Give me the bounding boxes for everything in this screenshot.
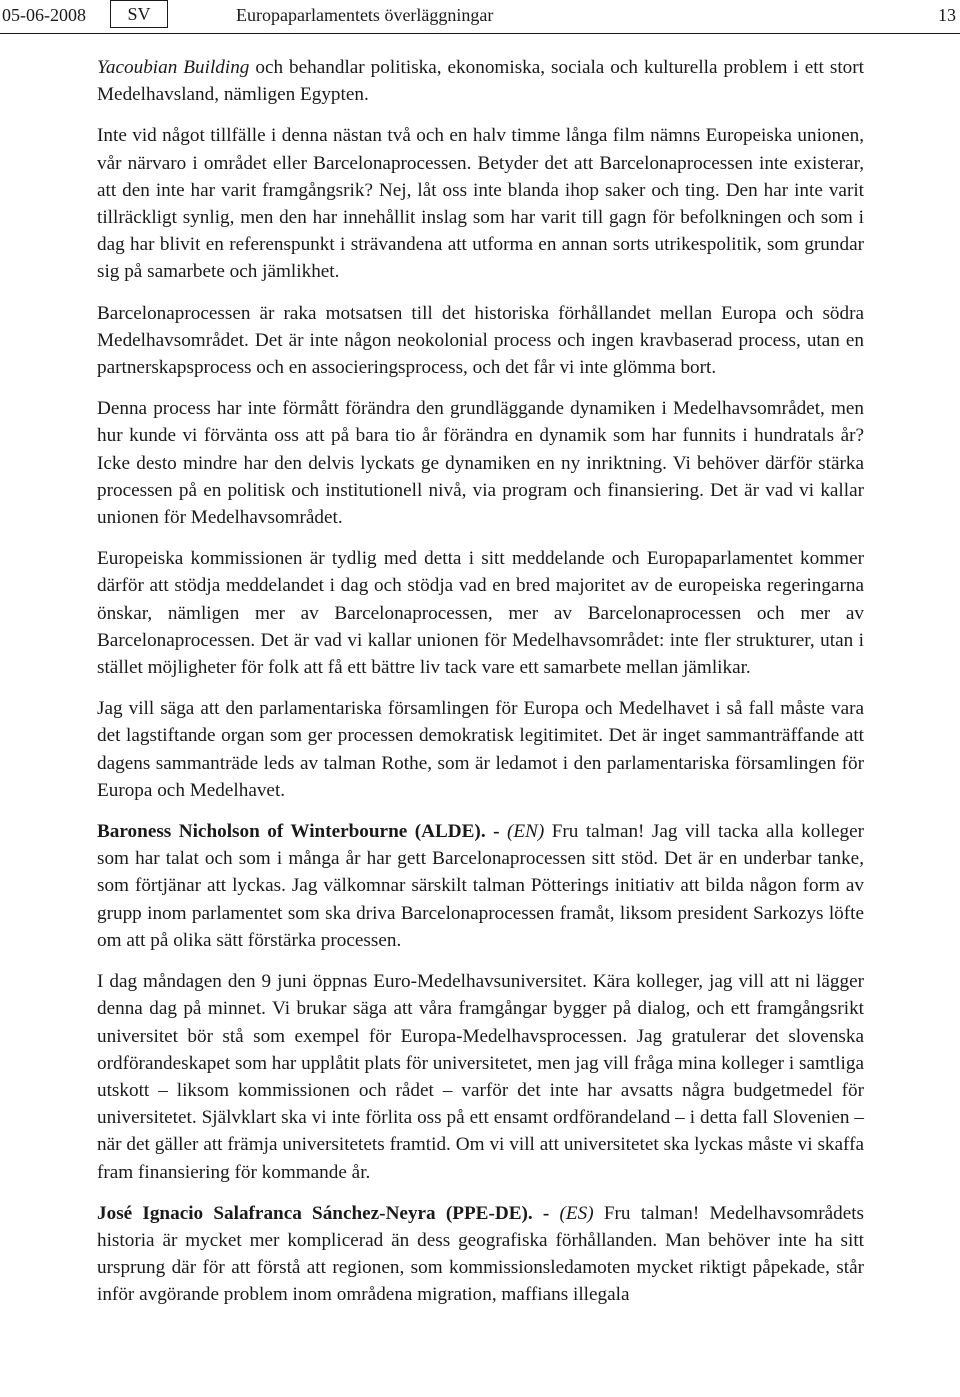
paragraph: Denna process har inte förmått förändra den grundläggande dynamiken i Medelhavsområdet, men hur kunde vi förvänta oss att på bara tio år förändra en dynamik som har funnits i hundratals år? Icke desto mindre har den delvis lyckats ge dynamiken en ny inriktning. Vi behöver därför stärka processen på en politisk och institutionell nivå, via program och finansiering. Det är vad vi kallar unionen för Medelhavsområdet. xyxy=(97,398,864,529)
page-header xyxy=(0,0,960,34)
speech-language: (ES) xyxy=(559,1202,594,1224)
header-divider xyxy=(0,33,960,34)
paragraph: I dag måndagen den 9 juni öppnas Euro-Medelhavsuniversitet. Kära kolleger, jag vill att ni lägger denna dag på minnet. Vi brukar säga att våra framgångar bygger på dialog, och ett framgångsrikt universitet bör stå som exempel för Europa-Medelhavsprocessen. Jag gratulerar det slovenska ordförandeskapet som har upplåtit plats för universitetet, men jag vill fråga mina kolleger i samtliga utskott – liksom kommissionen och rådet – varför det inte har avsatts några budgetmedel för universitetet. Självklart ska vi inte förlita oss på ett ensamt ordförandeland – i detta fall Slovenien – när det gäller att främja universitetets framtid. Om vi vill att universitetet ska lyckas måste vi skaffa fram finansiering för kommande år. xyxy=(97,971,864,1183)
header-date: 05-06-2008 xyxy=(2,5,86,25)
paragraph: Inte vid något tillfälle i denna nästan två och en halv timme långa film nämns Europeiska unionen, vår närvaro i området eller Barcelonaprocessen. Betyder det att Barcelonaprocessen inte existerar, att den inte har varit framgångsrik? Nej, låt oss inte blanda ihop saker och ting. Den har inte varit tillräckligt synlig, men den har innehållit inslag som har varit till gagn för befolkningen och som i dag har blivit en referenspunkt i strävandena att utforma en annan sorts utrikespolitik, som grundar sig på samarbete och jämlikhet. xyxy=(97,125,864,283)
header-title: Europaparlamentets överläggningar xyxy=(236,5,494,25)
document-body xyxy=(97,54,864,1309)
film-title: Yacoubian Building xyxy=(97,57,250,78)
paragraph-text: och behandlar politiska, ekonomiska, sociala och kulturella problem i ett stort Medelhavsland, nämligen Egypten. xyxy=(97,57,864,106)
speech-paragraph xyxy=(97,1200,864,1309)
speech-paragraph xyxy=(97,818,864,954)
speech-language: (EN) xyxy=(506,821,545,843)
paragraph: Jag vill säga att den parlamentariska församlingen för Europa och Medelhavet i så fall måste vara det lagstiftande organ som ger processen demokratisk legitimitet. Det är inget sammanträffande att dagens sammanträde leds av talman Rothe, som är ledamot i den parlamentariska församlingen för Europa och Medelhavet. xyxy=(97,698,864,801)
speaker-name: Baroness Nicholson of Winterbourne (ALDE). - xyxy=(97,821,500,843)
speaker-name: José Ignacio Salafranca Sánchez-Neyra (PPE-DE). - xyxy=(97,1202,550,1224)
paragraph xyxy=(97,54,864,108)
paragraph: Europeiska kommissionen är tydlig med detta i sitt meddelande och Europaparlamentet kommer därför att stödja meddelandet i dag och stödja vad en bred majoritet av de europeiska regeringarna önskar, nämligen mer av Barcelonaprocessen, mer av Barcelonaprocessen och mer av Barcelonaprocessen. Det är vad vi kallar unionen för Medelhavsområdet: inte fler strukturer, utan i stället möjligheter för folk att få ett bättre liv tack vare ett samarbete mellan jämlikar. xyxy=(97,548,864,679)
paragraph: Barcelonaprocessen är raka motsatsen till det historiska förhållandet mellan Europa och södra Medelhavsområdet. Det är inte någon neokolonial process och ingen kravbaserad process, utan en partnerskapsprocess och en associeringsprocess, och det får vi inte glömma bort. xyxy=(97,302,864,379)
language-box: SV xyxy=(110,0,168,28)
speech-text: Fru talman! Medelhavsområdets historia är mycket mer komplicerad än dess geografiska förhållanden. Man behöver inte ha sitt ursprung där för att förstå att regionen, som kommissionsledamoten mycket riktigt påpekade, står inför avgörande problem inom områdena migration, maffians illegala xyxy=(97,1202,865,1306)
page-number: 13 xyxy=(938,5,956,25)
speech-text: Fru talman! Jag vill tacka alla kolleger som har talat och som i många år har gett Barcelonaprocessen sitt stöd. Det är en underbar tanke, som förtjänar att lyckas. Jag välkomnar särskilt talman Pötterings initiativ att bilda någon form av grupp inom parlamentet som ska driva Barcelonaprocessen framåt, liksom president Sarkozys löfte om att på olika sätt förstärka processen. xyxy=(97,821,864,951)
